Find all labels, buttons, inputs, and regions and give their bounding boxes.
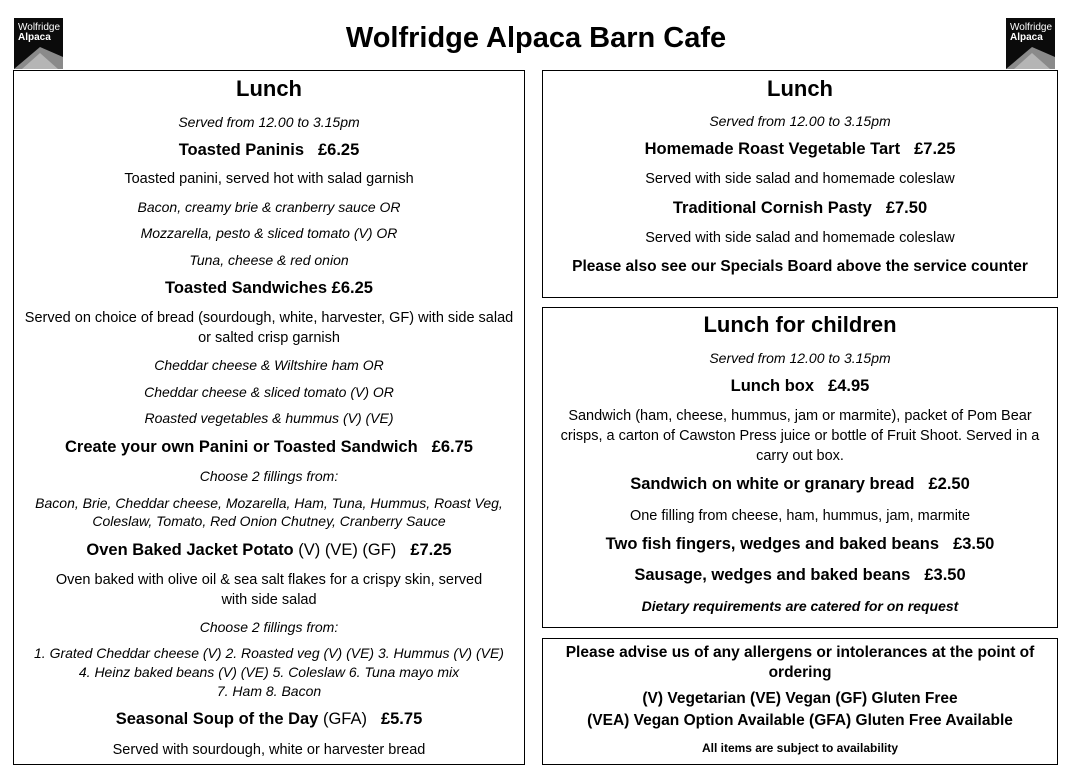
item-description: One filling from cheese, ham, hummus, jam, marmite [629,508,971,524]
menu-item-sandwiches [14,278,524,299]
sandwich-option: Cheddar cheese & sliced tomato (V) OR [144,384,394,400]
allergens-panel [542,638,1058,765]
section-heading: Lunch for children [703,312,897,337]
served-times: Served from 12.00 to 3.15pm [709,113,891,129]
choose-fillings: Choose 2 fillings from: [199,619,339,635]
section-heading: Lunch [767,76,833,101]
item-description: Served on choice of bread (sourdough, white, harvester, GF) with side salad or salted crisp garnish [24,310,514,346]
item-name: Traditional Cornish Pasty [672,199,872,217]
item-price: £6.25 [331,279,373,297]
item-price: £6.75 [431,438,473,456]
item-name: Toasted Sandwiches [165,279,328,297]
menu-item-pasty [543,198,1057,219]
item-name: Homemade Roast Vegetable Tart [644,140,901,158]
jacket-filling-line: 1. Grated Cheddar cheese (V) 2. Roasted veg (V) (VE) 3. Hummus (V) (VE) [34,645,504,661]
menu-item-child-sandwich [543,474,1057,495]
menu-item-sausage [543,565,1057,586]
menu-item-tart [543,139,1057,160]
item-description: Served with sourdough, white or harvester bread [112,742,426,758]
served-times: Served from 12.00 to 3.15pm [709,350,891,366]
menu-item-create-own [14,437,524,458]
item-price: £7.25 [914,140,956,158]
fillings-list: Bacon, Brie, Cheddar cheese, Mozarella, Ham, Tuna, Hummus, Roast Veg, [35,495,503,511]
item-name: Sandwich on white or granary bread [630,475,915,493]
sandwich-option: Roasted vegetables & hummus (V) (VE) [144,410,394,426]
item-price: £6.25 [318,141,360,159]
menu-item-paninis [14,140,524,161]
item-tags: (GFA) [322,710,367,728]
logo-text-1: Wolfridge [18,22,61,33]
children-menu-panel [542,307,1058,628]
item-name: Toasted Paninis [178,141,304,159]
diet-key: (V) Vegetarian (VE) Vegan (GF) Gluten Free [642,690,958,707]
logo-text-2: Alpaca [18,32,51,43]
jacket-filling-line: 4. Heinz baked beans (V) (VE) 5. Coleslaw 6. Tuna mayo mix [78,664,460,680]
menu-item-lunchbox [543,376,1057,397]
item-price: £4.95 [828,377,870,395]
item-name: Seasonal Soup of the Day [115,710,319,728]
panini-option: Tuna, cheese & red onion [189,252,349,268]
item-description: Oven baked with olive oil & sea salt flakes for a crispy skin, served with side salad [55,572,483,608]
item-price: £5.75 [380,710,423,728]
logo-text-2: Alpaca [1010,32,1043,43]
item-name: Oven Baked Jacket Potato [86,541,294,559]
served-times: Served from 12.00 to 3.15pm [178,114,360,130]
specials-note: Please also see our Specials Board above the service counter [572,258,1028,275]
logo-text-1: Wolfridge [1010,22,1053,33]
panini-option: Bacon, creamy brie & cranberry sauce OR [137,199,401,215]
item-description: Served with side salad and homemade coleslaw [645,171,955,187]
page-title: Wolfridge Alpaca Barn Cafe [345,22,727,54]
lunch-menu-panel [13,70,525,765]
item-name: Create your own Panini or Toasted Sandwich [65,438,418,456]
item-price: £2.50 [928,475,970,493]
item-price: £7.50 [885,199,928,217]
item-name: Lunch box [730,377,815,395]
fillings-list: Coleslaw, Tomato, Red Onion Chutney, Cranberry Sauce [92,513,446,529]
sandwich-option: Cheddar cheese & Wiltshire ham OR [154,357,384,373]
menu-item-jacket-potato [14,540,524,561]
diet-key: (VEA) Vegan Option Available (GFA) Gluten Free Available [587,712,1013,729]
item-price: £7.25 [410,541,452,559]
item-price: £3.50 [924,566,966,584]
jacket-filling-line: 7. Ham 8. Bacon [216,683,322,699]
availability-note: All items are subject to availability [701,741,899,755]
choose-fillings: Choose 2 fillings from: [199,468,339,484]
item-name: Two fish fingers, wedges and baked beans [605,535,940,553]
menu-item-soup [14,709,524,730]
lunch-specials-panel [542,70,1058,298]
panini-option: Mozzarella, pesto & sliced tomato (V) OR [140,225,398,241]
section-heading: Lunch [236,76,302,101]
menu-item-fish-fingers [543,534,1057,555]
item-tags: (V) (VE) (GF) [298,541,397,559]
item-price: £3.50 [953,535,995,553]
item-description: Toasted panini, served hot with salad garnish [124,171,414,187]
item-description: Served with side salad and homemade coleslaw [645,230,955,246]
allergen-advice: Please advise us of any allergens or intolerances at the point of ordering [565,644,1035,681]
dietary-note: Dietary requirements are catered for on request [641,598,959,614]
item-name: Sausage, wedges and baked beans [634,566,911,584]
item-description: Sandwich (ham, cheese, hummus, jam or marmite), packet of Pom Bear crisps, a carton of Cawston Press juice or bottle of Fruit Shoot. Served in a carry out box. [560,408,1040,464]
